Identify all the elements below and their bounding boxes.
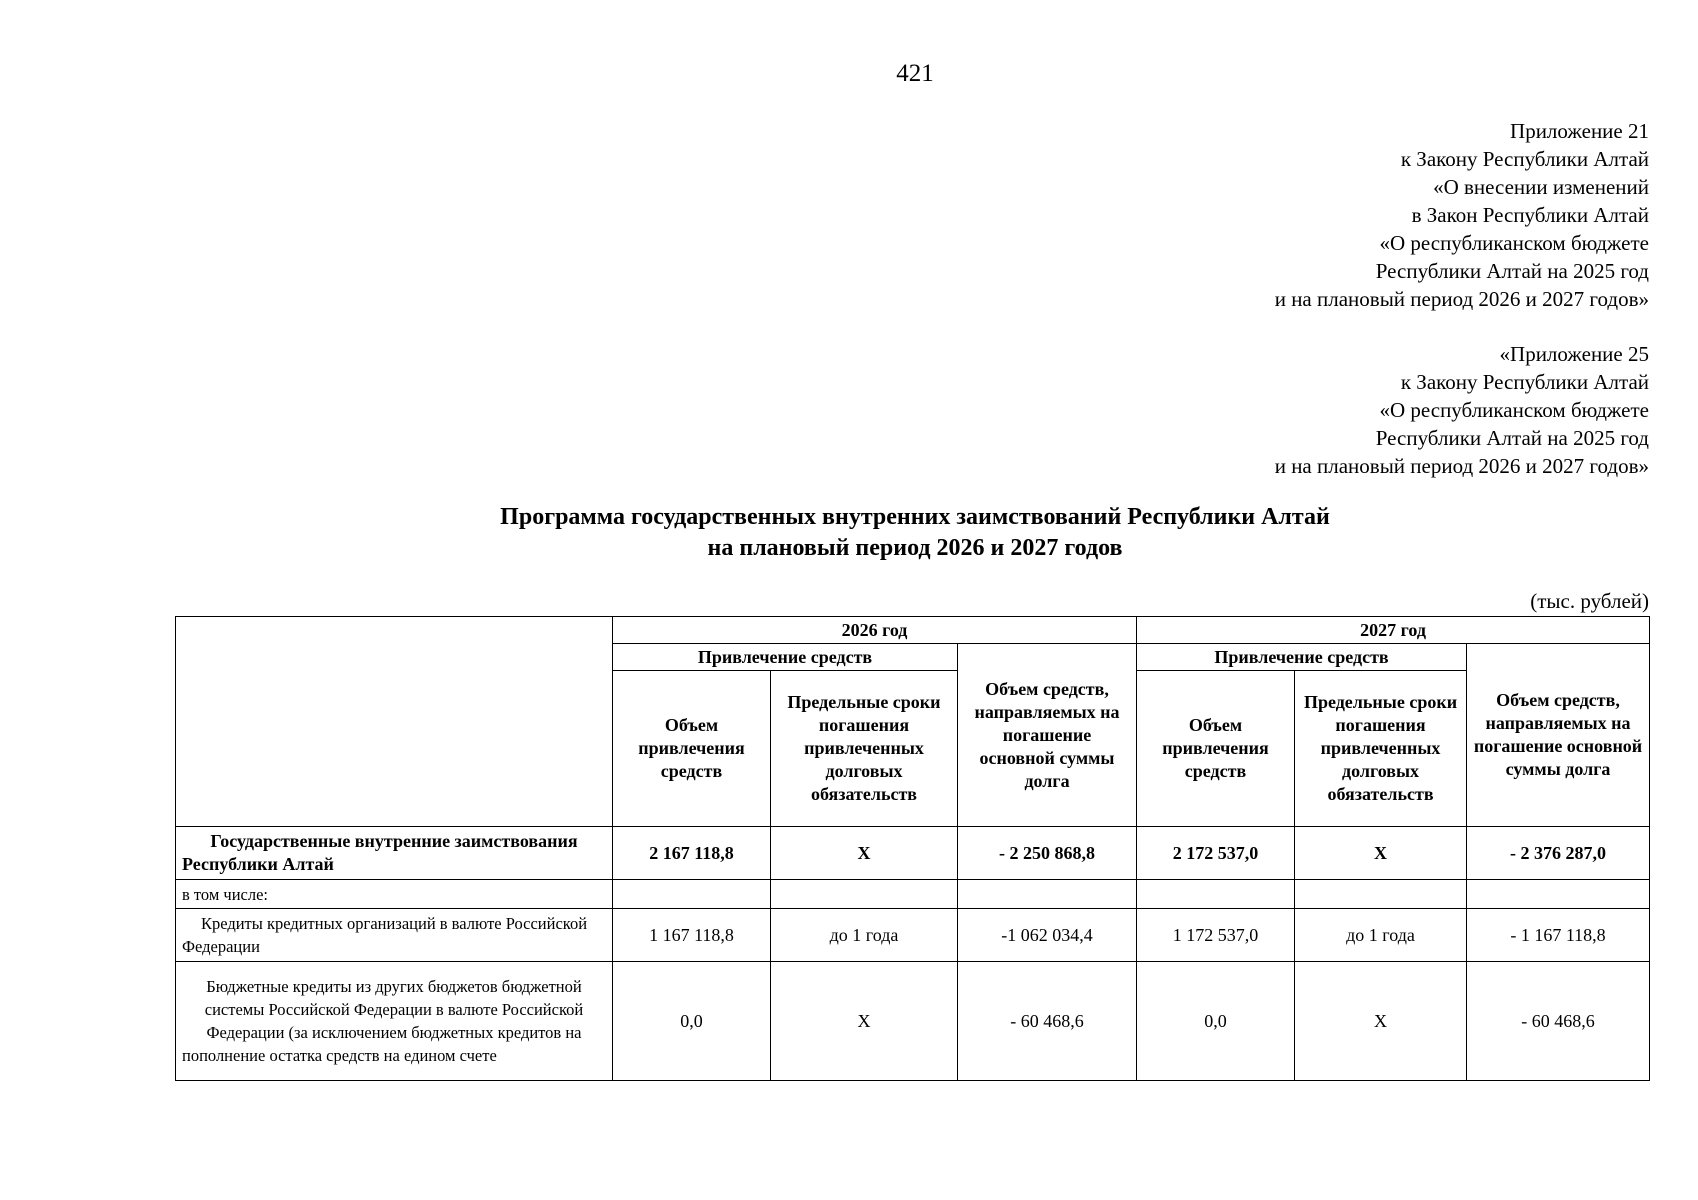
table-row	[176, 880, 1650, 909]
year-header-2027: 2027 год	[1137, 617, 1650, 644]
annex-line: Республики Алтай на 2025 год	[1375, 426, 1649, 450]
cell-repayment-2027: - 60 468,6	[1467, 962, 1650, 1081]
table-row	[176, 962, 1650, 1081]
table-row	[176, 909, 1650, 962]
annex-original-header	[1275, 340, 1649, 480]
cell-volume-2027: 2 172 537,0	[1137, 827, 1295, 880]
annex-line: «О внесении изменений	[1433, 175, 1649, 199]
annex-line: Республики Алтай на 2025 год	[1375, 259, 1649, 283]
row-name: в том числе:	[176, 880, 613, 909]
annex-current-header	[1275, 117, 1649, 313]
cell-empty	[1467, 880, 1650, 909]
cell-repayment-2026: -1 062 034,4	[958, 909, 1137, 962]
annex-line: и на плановый период 2026 и 2027 годов»	[1274, 454, 1649, 478]
repayment-header-2026: Объем средств, направляемых на погашение основной суммы долга	[958, 644, 1137, 827]
cell-repayment-2027: - 1 167 118,8	[1467, 909, 1650, 962]
annex-line: Приложение 21	[1510, 119, 1649, 143]
terms-header-2026: Предельные сроки погашения привлеченных долговых обязательств	[771, 671, 958, 827]
table-row	[176, 827, 1650, 880]
cell-empty	[771, 880, 958, 909]
terms-header-2027: Предельные сроки погашения привлеченных долговых обязательств	[1295, 671, 1467, 827]
document-title	[0, 502, 1698, 564]
row-name: Кредиты кредитных организаций в валюте Российской Федерации	[176, 909, 613, 962]
page-number: 421	[896, 60, 934, 87]
cell-terms-2027: X	[1295, 827, 1467, 880]
cell-volume-2027: 1 172 537,0	[1137, 909, 1295, 962]
cell-empty	[958, 880, 1137, 909]
row-name: Государственные внутренние заимствования Республики Алтай	[176, 827, 613, 880]
cell-terms-2027: до 1 года	[1295, 909, 1467, 962]
borrowing-program-table	[175, 616, 1650, 1081]
attraction-header-2027: Привлечение средств	[1137, 644, 1467, 671]
cell-terms-2026: X	[771, 827, 958, 880]
cell-repayment-2026: - 2 250 868,8	[958, 827, 1137, 880]
cell-empty	[613, 880, 771, 909]
cell-terms-2026: до 1 года	[771, 909, 958, 962]
row-name: Бюджетные кредиты из других бюджетов бюджетной системы Российской Федерации в валюте Российской Федерации (за исключением бюджетных кредитов на пополнение остатка средств на едином счете	[176, 962, 613, 1081]
annex-line: «Приложение 25	[1499, 342, 1649, 366]
annex-line: и на плановый период 2026 и 2027 годов»	[1274, 287, 1649, 311]
cell-terms-2027: X	[1295, 962, 1467, 1081]
cell-empty	[1295, 880, 1467, 909]
annex-line: к Закону Республики Алтай	[1400, 147, 1649, 171]
cell-volume-2026: 2 167 118,8	[613, 827, 771, 880]
annex-line: к Закону Республики Алтай	[1400, 370, 1649, 394]
attraction-header-2026: Привлечение средств	[613, 644, 958, 671]
title-line-1: Программа государственных внутренних заимствований Республики Алтай	[500, 504, 1330, 530]
cell-repayment-2027: - 2 376 287,0	[1467, 827, 1650, 880]
title-line-2: на плановый период 2026 и 2027 годов	[707, 535, 1123, 561]
year-header-2026: 2026 год	[613, 617, 1137, 644]
annex-line: в Закон Республики Алтай	[1411, 203, 1649, 227]
cell-volume-2026: 1 167 118,8	[613, 909, 771, 962]
repayment-header-2027: Объем средств, направляемых на погашение основной суммы долга	[1467, 644, 1650, 827]
volume-header-2026: Объем привлечения средств	[613, 671, 771, 827]
cell-volume-2027: 0,0	[1137, 962, 1295, 1081]
cell-terms-2026: X	[771, 962, 958, 1081]
cell-repayment-2026: - 60 468,6	[958, 962, 1137, 1081]
header-empty-cell	[176, 617, 613, 827]
annex-line: «О республиканском бюджете	[1379, 398, 1649, 422]
cell-volume-2026: 0,0	[613, 962, 771, 1081]
cell-empty	[1137, 880, 1295, 909]
volume-header-2027: Объем привлечения средств	[1137, 671, 1295, 827]
units-label: (тыс. рублей)	[1530, 589, 1649, 613]
annex-line: «О республиканском бюджете	[1379, 231, 1649, 255]
